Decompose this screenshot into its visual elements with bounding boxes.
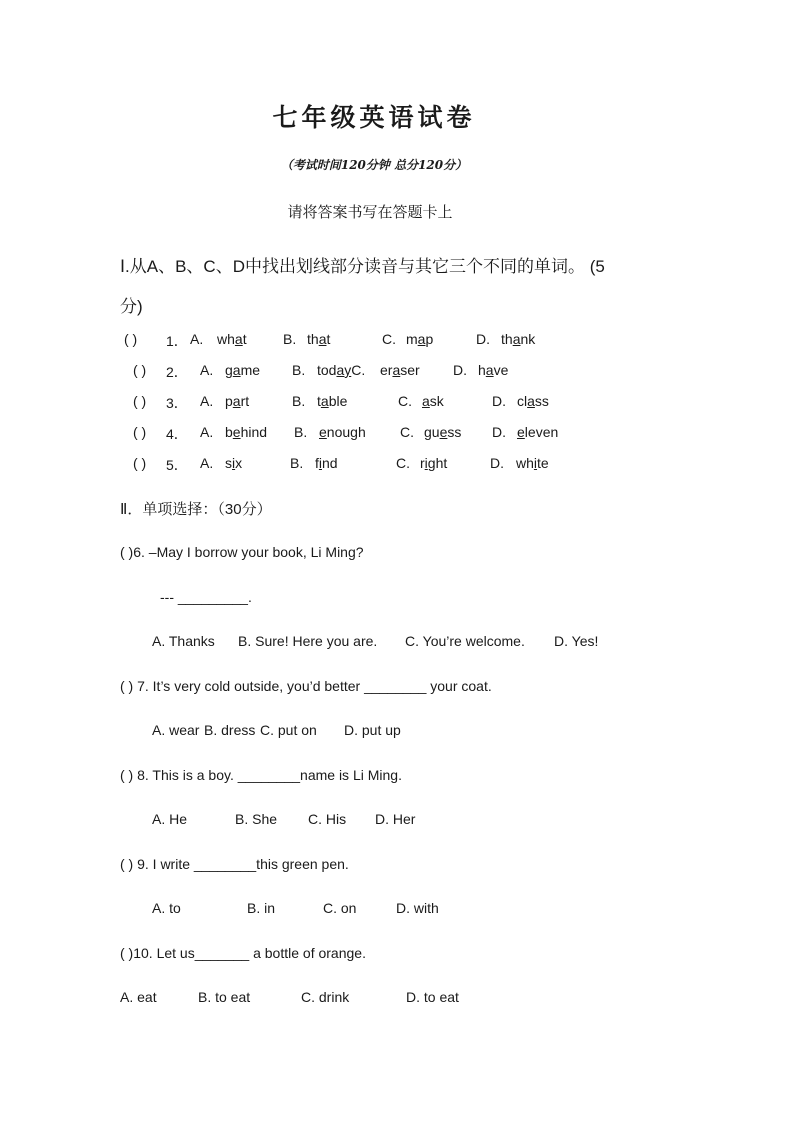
q9-option-c: C. on: [323, 900, 357, 916]
q8-stem: ( ) 8. This is a boy. ________name is Li Ming.: [120, 767, 402, 783]
exam-title: 七年级英语试卷: [272, 103, 476, 132]
q4-option-b-word: [319, 424, 366, 440]
q8-option-c: C. His: [308, 811, 347, 827]
q5-option-c-word: [420, 455, 447, 471]
q5-option-b-label: B.: [290, 455, 304, 471]
q9-stem: ( ) 9. I write ________this green pen.: [120, 856, 349, 872]
section1-heading-cont: 分): [120, 297, 143, 316]
q6-option-d: D. Yes!: [554, 633, 599, 649]
q3-option-d-label: D.: [492, 393, 506, 409]
q1-option-d-word: [501, 331, 535, 347]
section1-heading: Ⅰ.从A、B、C、D中找出划线部分读音与其它三个不同的单词。 (5: [120, 257, 605, 276]
word-prefix: f: [315, 455, 319, 471]
underlined-letters: a: [232, 362, 241, 378]
q5-answer-paren: ( ): [133, 455, 147, 471]
q4-option-c-label: C.: [400, 424, 414, 440]
q1-option-d-label: D.: [476, 331, 490, 347]
q1-option-a-word: [217, 331, 247, 347]
q1-answer-paren: ( ): [124, 331, 138, 347]
word-prefix: p: [225, 393, 233, 409]
word-suffix: t: [242, 331, 247, 347]
q7-stem: ( ) 7. It’s very cold outside, you’d better ________ your coat.: [120, 678, 492, 694]
q10-option-a: A. eat: [120, 989, 157, 1005]
q3-option-b-word: [317, 393, 347, 409]
word-prefix: th: [307, 331, 319, 347]
word-suffix: leven: [524, 424, 559, 440]
q7-option-b: B. dress: [204, 722, 256, 738]
q2-option-c-word: [380, 362, 420, 378]
q6-option-c: C. You’re welcome.: [405, 633, 525, 649]
q4-answer-paren: ( ): [133, 424, 147, 440]
q3-option-c-label: C.: [398, 393, 412, 409]
underlined-letters: e: [319, 424, 327, 440]
q3-option-a-word: [225, 393, 249, 409]
word-suffix: ve: [493, 362, 509, 378]
q1-option-c-word: [406, 331, 433, 347]
q7-option-d: D. put up: [344, 722, 401, 738]
q2-option-d-label: D.: [453, 362, 467, 378]
q1-option-c-label: C.: [382, 331, 396, 347]
word-suffix: sk: [429, 393, 444, 409]
word-suffix: nd: [322, 455, 338, 471]
q10-option-d: D. to eat: [406, 989, 459, 1005]
q1-number: 1．: [166, 333, 188, 349]
word-suffix: ss: [534, 393, 549, 409]
word-prefix: tod: [317, 362, 337, 378]
underlined-letters: e: [517, 424, 525, 440]
q9-option-a: A. to: [152, 900, 181, 916]
q8-option-a: A. He: [152, 811, 188, 827]
q5-option-b-word: [315, 455, 338, 471]
q4-option-d-label: D.: [492, 424, 506, 440]
q5-option-a-word: [225, 455, 242, 471]
q5-number: 5．: [166, 457, 188, 473]
word-suffix: nough: [326, 424, 366, 440]
word-suffix: rt: [240, 393, 250, 409]
word-prefix: g: [225, 362, 233, 378]
underlined-letters: a: [320, 393, 329, 409]
q6-option-a: A. Thanks: [152, 633, 215, 649]
word-prefix: b: [225, 424, 233, 440]
q1-option-b-word: [307, 331, 330, 347]
word-prefix: gu: [424, 424, 440, 440]
q10-option-b: B. to eat: [198, 989, 251, 1005]
q2-option-b-label: B.: [292, 362, 306, 378]
underlined-letters: a: [512, 331, 521, 347]
word-prefix: er: [380, 362, 393, 378]
word-suffix: ble: [328, 393, 348, 409]
word-suffix: hind: [240, 424, 268, 440]
q8-option-d: D. Her: [375, 811, 416, 827]
q5-option-d-word: [516, 455, 549, 471]
underlined-letters: a: [422, 393, 430, 409]
q10-stem: ( )10. Let us_______ a bottle of orange.: [120, 945, 366, 961]
word-prefix: wh: [516, 455, 534, 471]
underlined-letters: a: [392, 362, 401, 378]
q3-option-c-word: [422, 393, 444, 409]
word-suffix: me: [240, 362, 261, 378]
q7-option-c: C. put on: [260, 722, 317, 738]
word-suffix: p: [425, 331, 434, 347]
q2-option-a-word: [225, 362, 260, 378]
underlined-letters: i: [424, 455, 428, 471]
word-prefix: h: [478, 362, 486, 378]
underlined-letters: e: [439, 424, 448, 440]
q3-number: 3．: [166, 395, 188, 411]
q9-option-d: D. with: [396, 900, 439, 916]
q8-option-b: B. She: [235, 811, 278, 827]
q6-reply: --- _________.: [160, 589, 252, 605]
underlined-letters: i: [232, 455, 236, 471]
q2-option-d-word: [478, 362, 508, 378]
underlined-letters: e: [232, 424, 241, 440]
word-suffix: C.: [351, 362, 366, 378]
q2-option-b-word: [317, 362, 365, 378]
q2-option-a-label: A.: [200, 362, 214, 378]
underlined-letters: a: [234, 331, 243, 347]
q10-option-c: C. drink: [301, 989, 350, 1005]
q1-option-b-label: B.: [283, 331, 297, 347]
q4-option-a-word: [225, 424, 267, 440]
word-prefix: s: [225, 455, 232, 471]
word-prefix: m: [406, 331, 418, 347]
word-prefix: wh: [217, 331, 235, 347]
q9-option-b: B. in: [247, 900, 276, 916]
word-suffix: ght: [427, 455, 448, 471]
underlined-letters: i: [318, 455, 323, 471]
q2-answer-paren: ( ): [133, 362, 147, 378]
word-prefix: r: [420, 455, 425, 471]
word-suffix: te: [537, 455, 549, 471]
underlined-letters: a: [527, 393, 535, 409]
q6-stem: ( )6. –May I borrow your book, Li Ming?: [120, 544, 364, 560]
underlined-letters: a: [417, 331, 426, 347]
underlined-letters: ay: [336, 362, 352, 378]
q2-number: 2．: [166, 364, 188, 380]
underlined-letters: i: [533, 455, 538, 471]
underlined-letters: a: [232, 393, 241, 409]
word-prefix: t: [317, 393, 321, 409]
underlined-letters: a: [318, 331, 327, 347]
word-suffix: ss: [447, 424, 462, 440]
underlined-letters: a: [485, 362, 494, 378]
q5-option-d-label: D.: [490, 455, 504, 471]
q4-option-c-word: [424, 424, 461, 440]
section2-heading: Ⅱ．单项选择：（30分）: [120, 501, 272, 518]
exam-subtitle: （考试时间120分钟 总分120分）: [280, 158, 468, 172]
q4-option-b-label: B.: [294, 424, 308, 440]
q7-option-a: A. wear: [152, 722, 200, 738]
word-suffix: x: [235, 455, 243, 471]
word-prefix: cl: [517, 393, 528, 409]
word-suffix: nk: [520, 331, 536, 347]
q5-option-c-label: C.: [396, 455, 410, 471]
word-prefix: th: [501, 331, 513, 347]
q3-answer-paren: ( ): [133, 393, 147, 409]
q3-option-d-word: [517, 393, 549, 409]
q3-option-a-label: A.: [200, 393, 214, 409]
q6-option-b: B. Sure! Here you are.: [238, 633, 378, 649]
q4-option-a-label: A.: [200, 424, 214, 440]
q4-number: 4．: [166, 426, 188, 442]
answer-notice: 请将答案书写在答题卡上: [287, 204, 453, 221]
word-suffix: ser: [400, 362, 420, 378]
q3-option-b-label: B.: [292, 393, 306, 409]
word-suffix: t: [326, 331, 331, 347]
q4-option-d-word: [517, 424, 558, 440]
q5-option-a-label: A.: [200, 455, 214, 471]
q1-option-a-label: A.: [190, 331, 204, 347]
